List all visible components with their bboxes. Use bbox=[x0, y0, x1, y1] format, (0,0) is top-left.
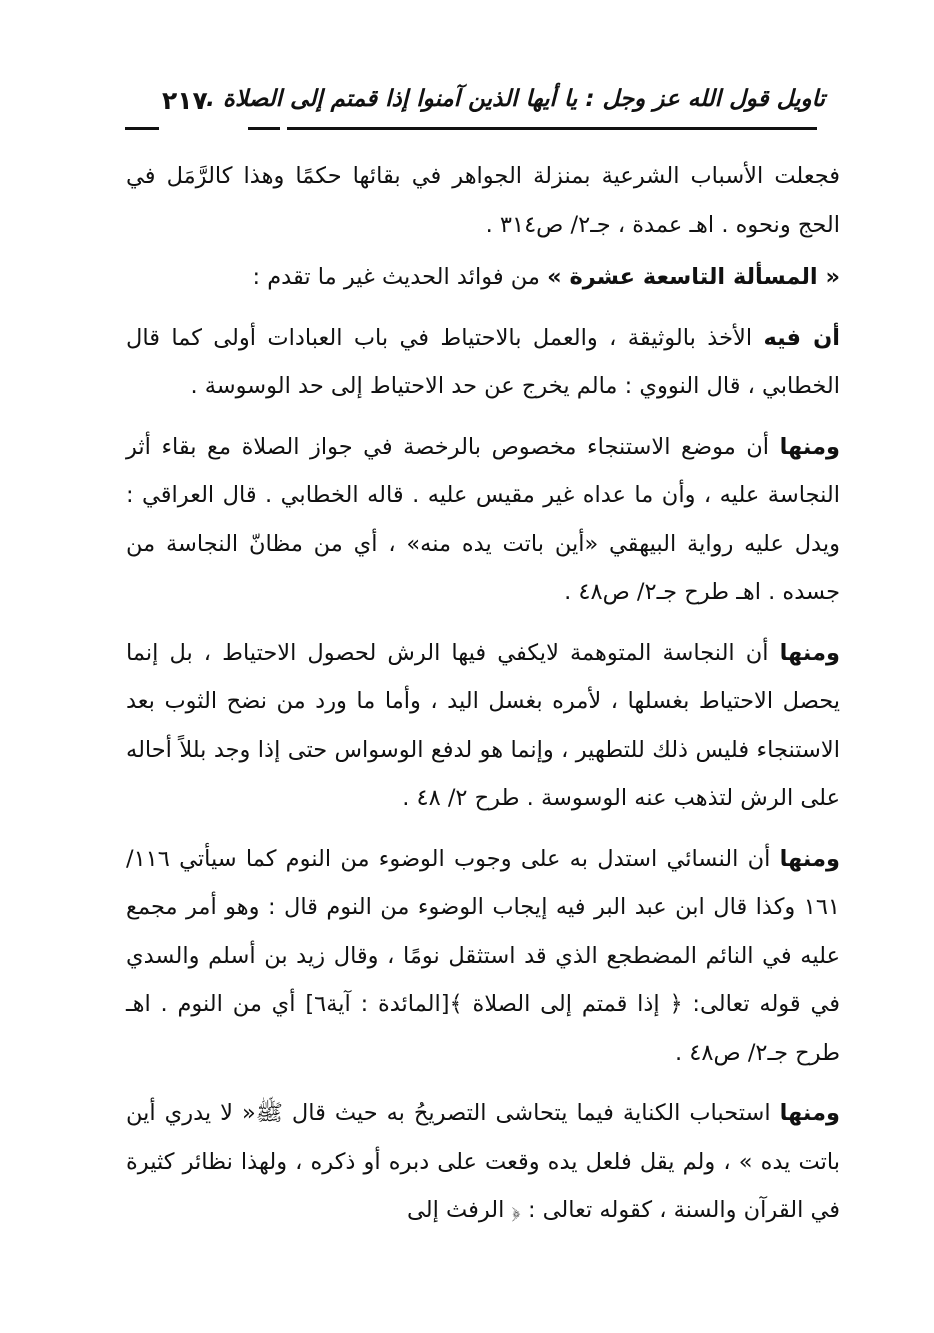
paragraph-text: أن النجاسة المتوهمة لايكفي فيها الرش لحصول الاحتياط ، بل إنما يحصل الاحتياط بغسلها ، لأمره بغسل اليد ، وأما ما ورد من نضح الثوب بعد الاستنجاء فليس ذلك للتطهير ، وإنما هو لدفع الوسواس حتى إذا وجد بللاً أحاله على الرش لتذهب عنه الوسوسة . طرح ٢/ ٤٨ . bbox=[126, 639, 840, 811]
paragraph-text: أن موضع الاستنجاء مخصوص بالرخصة في جواز الصلاة مع بقاء أثر النجاسة عليه ، وأن ما عداه غير مقيس عليه . قاله الخطابي . قال العراقي : ويدل عليه رواية البيهقي «أين باتت يده منه» ، أي من مظانّ النجاسة من جسده . اهـ طرح جـ٢/ ص٤٨ . bbox=[126, 433, 840, 605]
paragraph-text: استحباب الكناية فيما يتحاشى التصريحُ به حيث قال ﷺ« لا يدري أين باتت يده » ، ولم يقل فلعل يده وقعت على دبره أو ذكره ، ولهذا نظائر كثيرة في القرآن والسنة ، كقوله تعالى : ﴿ الرفث إلى bbox=[126, 1100, 840, 1223]
paragraph-lead: ومنها bbox=[779, 845, 840, 872]
body-text bbox=[126, 152, 840, 1247]
paragraph-text: الأخذ بالوثيقة ، والعمل بالاحتياط في باب العبادات أولى كما قال الخطابي ، قال النووي : مالم يخرج عن حد الاحتياط إلى حد الوسوسة . bbox=[126, 324, 840, 399]
paragraph-lead: « المسألة التاسعة عشرة » bbox=[547, 264, 840, 290]
paragraph-text: من فوائد الحديث غير ما تقدم : bbox=[252, 264, 548, 290]
paragraph-7 bbox=[126, 1089, 840, 1235]
running-header bbox=[120, 82, 825, 142]
paragraph-3 bbox=[126, 314, 840, 411]
paragraph-6 bbox=[126, 835, 840, 1078]
paragraph-5 bbox=[126, 629, 840, 823]
page-number: ٢١٧ bbox=[162, 86, 208, 115]
paragraph-1 bbox=[126, 152, 840, 249]
paragraph-2 bbox=[126, 253, 840, 302]
paragraph-text: فجعلت الأسباب الشرعية بمنزلة الجواهر في بقائها حكمًا وهذا كالرَّمَل في الحج ونحوه . اهـ عمدة ، جـ٢/ ص٣١٤ . bbox=[126, 163, 840, 238]
paragraph-lead: ومنها bbox=[779, 639, 840, 666]
header-rule-left bbox=[125, 127, 159, 130]
header-rule bbox=[287, 127, 817, 130]
paragraph-lead: ومنها bbox=[779, 433, 840, 460]
paragraph-lead: ومنها bbox=[779, 1100, 840, 1126]
header-title: تاويل قول الله عز وجل : يا أيها الذين آمنوا إذا قمتم إلى الصلاة .. bbox=[197, 86, 825, 112]
paragraph-text: أن النسائي استدل به على وجوب الوضوء من النوم كما سيأتي ١١٦/ ١٦١ وكذا قال ابن عبد البر فيه إيجاب الوضوء من النوم قال : وهو أمر مجمع عليه في النائم المضطجع الذي قد استثقل نومًا ، وقال زيد بن أسلم والسدي في قوله تعالى: ﴿ إذا قمتم إلى الصلاة ﴾[المائدة : آية٦] أي من النوم . اهـ طرح جـ٢/ ص٤٨ . bbox=[126, 845, 840, 1066]
paragraph-4 bbox=[126, 423, 840, 617]
paragraph-lead: أن فيه bbox=[763, 324, 841, 351]
header-rule-left-inner bbox=[248, 127, 280, 130]
